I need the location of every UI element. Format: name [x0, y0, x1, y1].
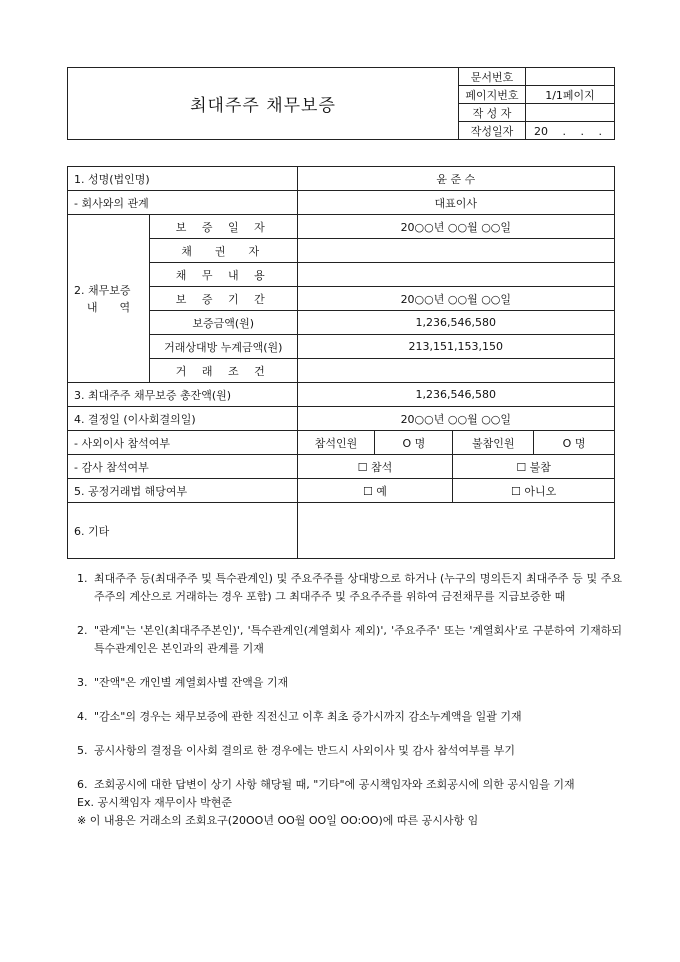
date-label: 작성일자: [459, 122, 526, 140]
note-text: 최대주주 등(최대주주 및 특수관계인) 및 주요주주를 상대방으로 하거나 (누구의 명의든지 최대주주 등 및 주요주주의 계산으로 거래하는 경우 포함) 그 최대주주 및 주요주주를 위하여 금전채무를 지급보증한 때: [94, 572, 622, 603]
absent-label: 불참인원: [453, 431, 534, 455]
example-line: Ex. 공시책임자 재무이사 박현준: [77, 796, 232, 809]
attend-value: O 명: [375, 431, 453, 455]
fair-trade-label: 5. 공정거래법 해당여부: [68, 479, 298, 503]
table-row: [68, 503, 615, 559]
author-label: 작 성 자: [459, 104, 526, 122]
debt-content-value: [297, 263, 614, 287]
table-row: [68, 191, 615, 215]
creditor-value: [297, 239, 614, 263]
name-value: 윤 준 수: [297, 167, 614, 191]
guarantee-period-value: 20○○년 ○○월 ○○일: [297, 287, 614, 311]
note-item: [77, 776, 622, 794]
table-row: [68, 167, 615, 191]
debt-content-label: 채 무 내 용: [149, 263, 297, 287]
total-balance-value: 1,236,546,580: [297, 383, 614, 407]
document-header: [67, 67, 615, 140]
guarantee-period-label: 보 증 기 간: [149, 287, 297, 311]
guarantee-table: [67, 166, 615, 559]
guarantee-date-label: 보 증 일 자: [149, 215, 297, 239]
table-row: [68, 407, 615, 431]
note-number: 2.: [77, 624, 88, 637]
table-row: [68, 215, 615, 239]
table-row: [68, 239, 615, 263]
table-row: [68, 335, 615, 359]
note-text: 공시사항의 결정을 이사회 결의로 한 경우에는 반드시 사외이사 및 감사 참석여부를 부기: [94, 744, 515, 757]
fair-trade-no-checkbox[interactable]: ☐ 아니오: [453, 479, 615, 503]
doc-number-value: [526, 68, 615, 86]
decision-date-label: 4. 결정일 (이사회결의일): [68, 407, 298, 431]
table-row: [68, 455, 615, 479]
note-text: "감소"의 경우는 채무보증에 관한 직전신고 이후 최초 증가시까지 감소누계액을 일괄 기재: [94, 710, 522, 723]
note-item: [77, 742, 622, 760]
note-text: "잔액"은 개인별 계열회사별 잔액을 기재: [94, 676, 289, 689]
remark-line: ※ 이 내용은 거래소의 조회요구(20OO년 OO월 OO일 OO:OO)에 따른 공시사항 임: [77, 814, 479, 827]
relation-value: 대표이사: [297, 191, 614, 215]
note-item: [77, 570, 622, 606]
date-value: 20 . . .: [526, 122, 615, 140]
creditor-label: 채 권 자: [149, 239, 297, 263]
total-balance-label: 3. 최대주주 채무보증 총잔액(원): [68, 383, 298, 407]
author-value: [526, 104, 615, 122]
page-number-label: 페이지번호: [459, 86, 526, 104]
note-number: 5.: [77, 744, 88, 757]
outside-director-label: - 사외이사 참석여부: [68, 431, 298, 455]
note-number: 3.: [77, 676, 88, 689]
relation-label: - 회사와의 관계: [68, 191, 298, 215]
note-item: [77, 674, 622, 692]
table-row: [68, 383, 615, 407]
attend-label: 참석인원: [297, 431, 375, 455]
cumulative-amount-value: 213,151,153,150: [297, 335, 614, 359]
table-row: [68, 287, 615, 311]
note-text: 조회공시에 대한 답변이 상기 사항 해당될 때, "기타"에 공시책임자와 조회공시에 의한 공시임을 기재: [94, 778, 575, 791]
group-label-line1: 2. 채무보증: [74, 283, 131, 297]
group-label-line2: 내 역: [86, 300, 131, 314]
document-title: 최대주주 채무보증: [68, 68, 459, 140]
table-row: [68, 311, 615, 335]
note-number: 1.: [77, 572, 88, 585]
auditor-absent-checkbox[interactable]: ☐ 불참: [453, 455, 615, 479]
note-item: [77, 622, 622, 658]
auditor-attend-checkbox[interactable]: ☐ 참석: [297, 455, 453, 479]
auditor-label: - 감사 참석여부: [68, 455, 298, 479]
table-row: [68, 263, 615, 287]
cumulative-amount-label: 거래상대방 누계금액(원): [149, 335, 297, 359]
guarantee-date-value: 20○○년 ○○월 ○○일: [297, 215, 614, 239]
name-label: 1. 성명(법인명): [68, 167, 298, 191]
decision-date-value: 20○○년 ○○월 ○○일: [297, 407, 614, 431]
trade-terms-label: 거 래 조 건: [149, 359, 297, 383]
fair-trade-yes-checkbox[interactable]: ☐ 예: [297, 479, 453, 503]
note-number: 4.: [77, 710, 88, 723]
guarantee-amount-value: 1,236,546,580: [297, 311, 614, 335]
note-item: [77, 708, 622, 726]
page-number-value: 1/1페이지: [526, 86, 615, 104]
table-row: [68, 359, 615, 383]
other-label: 6. 기타: [68, 503, 298, 559]
guarantee-detail-group: [68, 215, 150, 383]
other-value: [297, 503, 614, 559]
notes-section: [77, 570, 622, 830]
note-text: "관계"는 '본인(최대주주본인)', '특수관계인(계열회사 제외)', '주요주주' 또는 '계열회사'로 구분하여 기재하되 특수관계인은 본인과의 관계를 기재: [94, 624, 622, 655]
absent-value: O 명: [534, 431, 615, 455]
table-row: [68, 479, 615, 503]
note-number: 6.: [77, 778, 88, 791]
doc-number-label: 문서번호: [459, 68, 526, 86]
trade-terms-value: [297, 359, 614, 383]
table-row: [68, 431, 615, 455]
guarantee-amount-label: 보증금액(원): [149, 311, 297, 335]
